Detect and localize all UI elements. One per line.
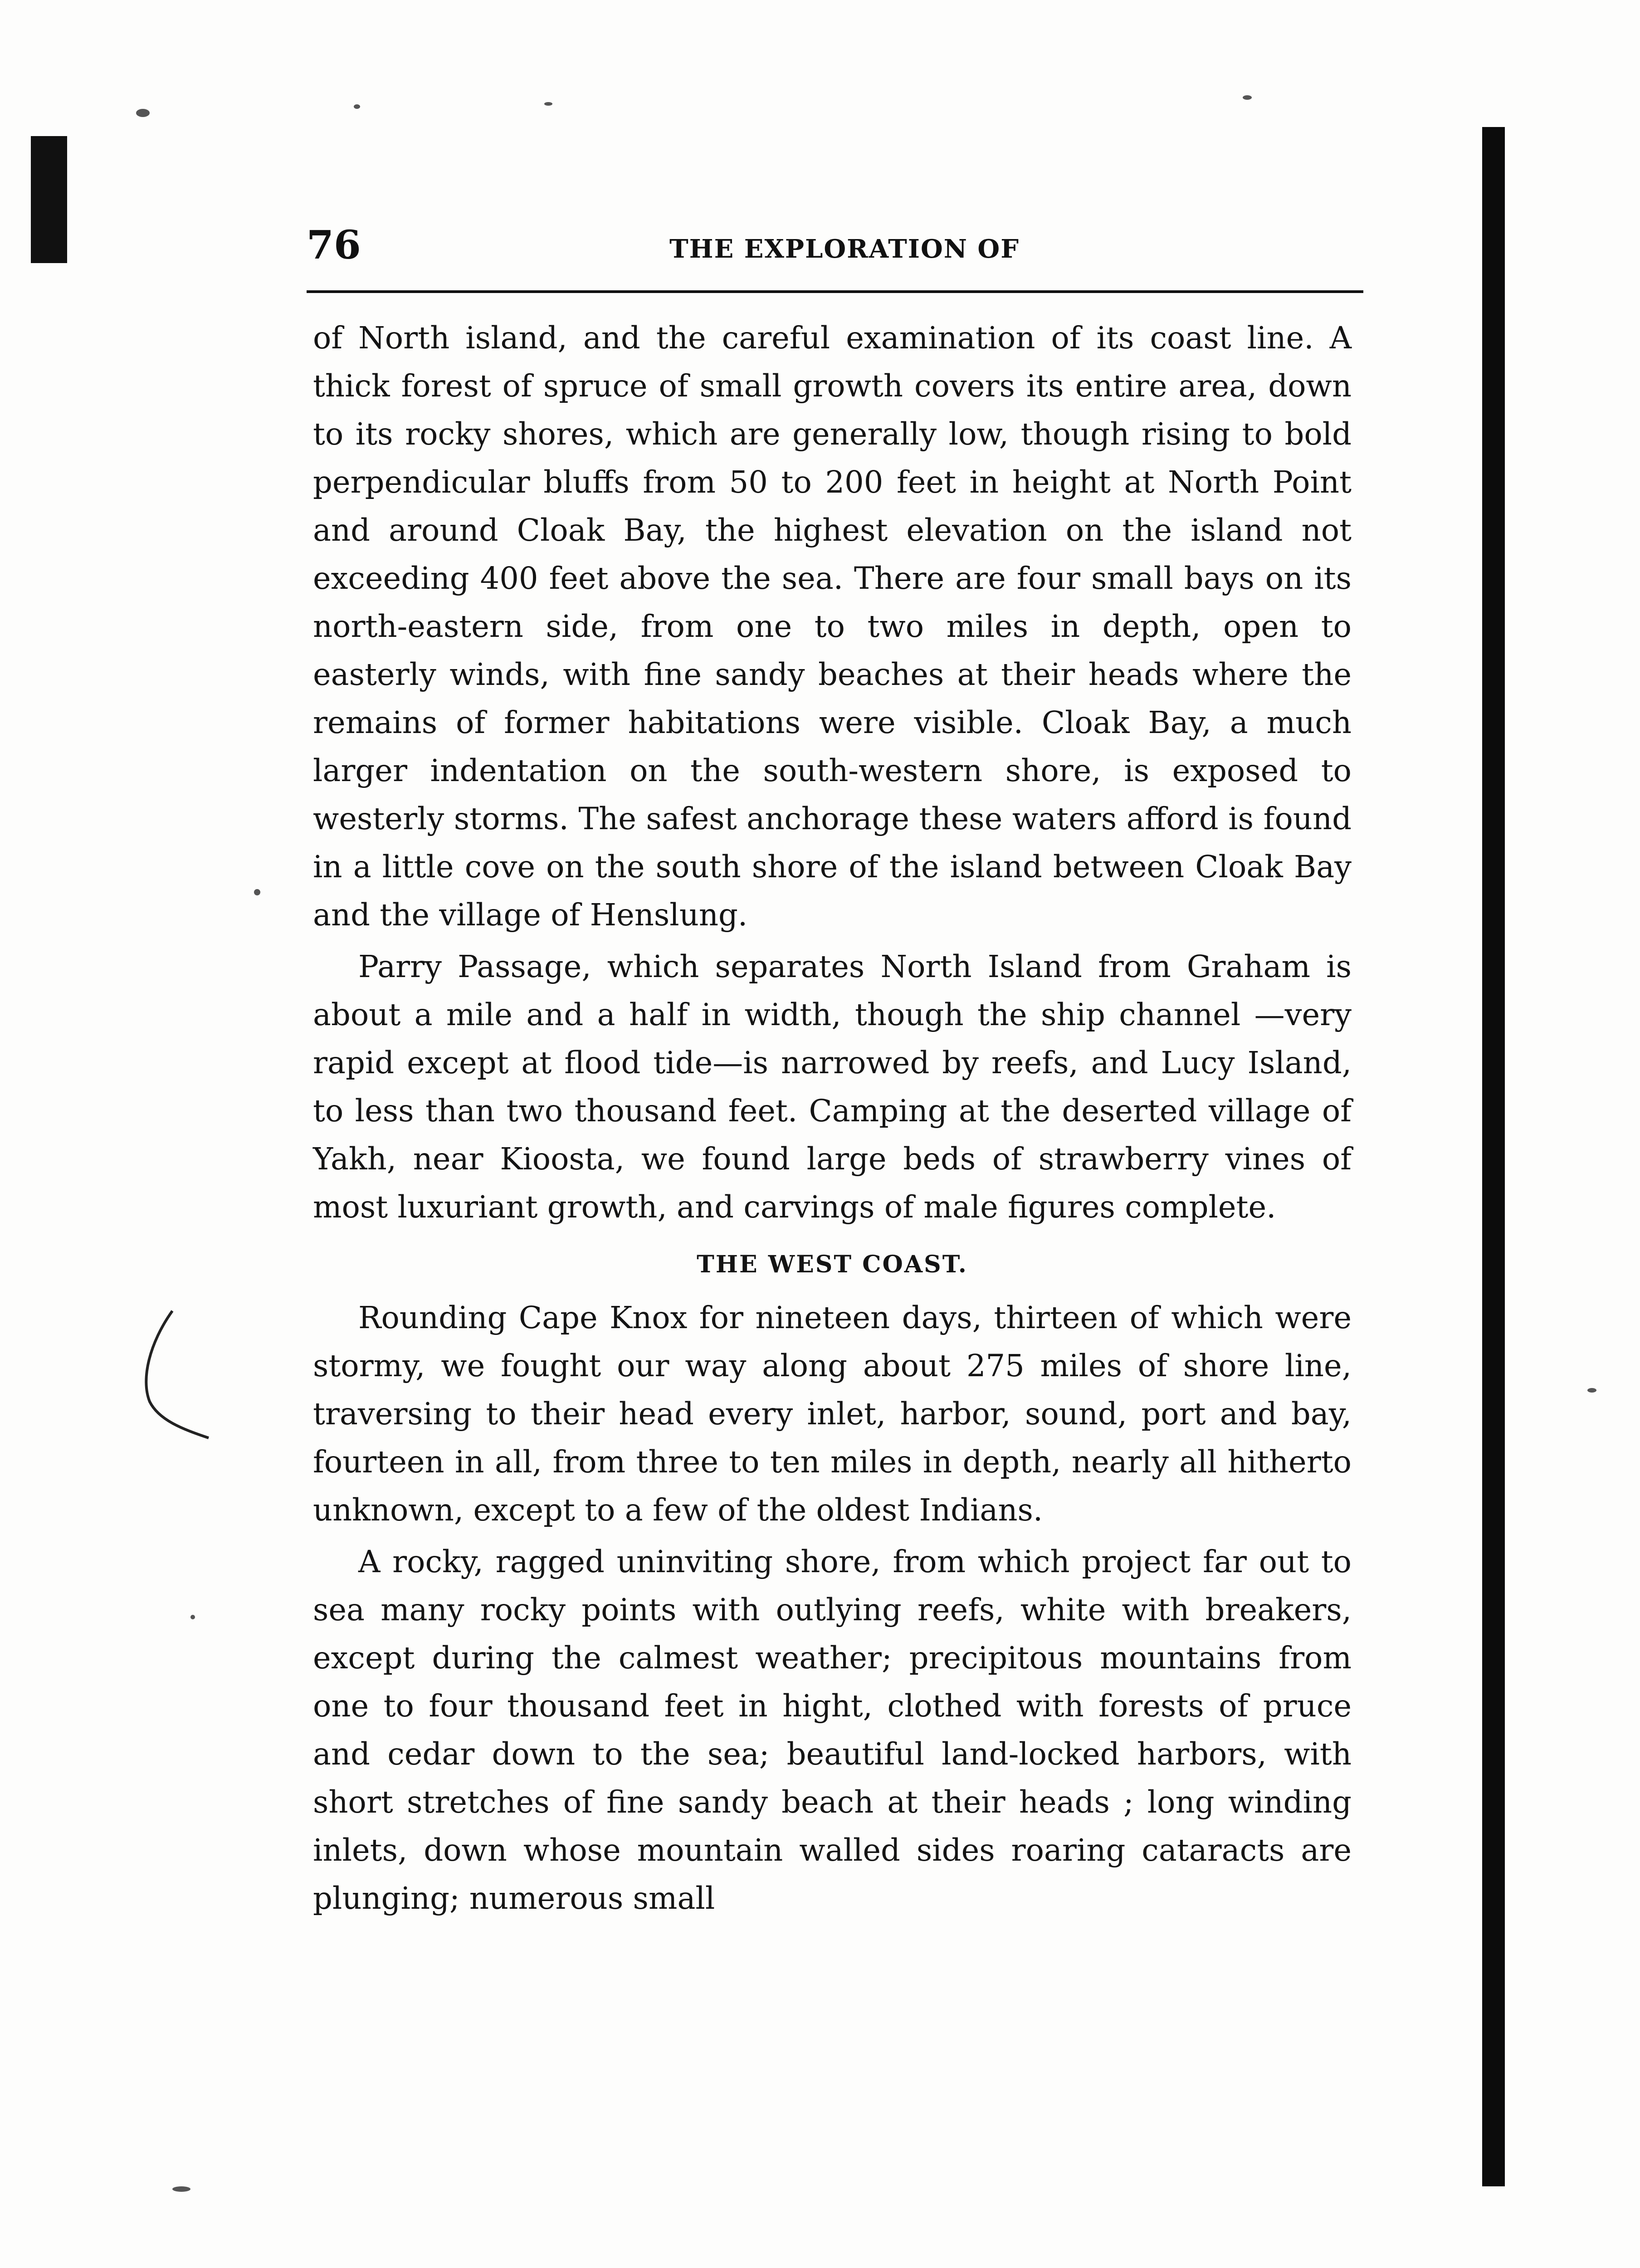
page-number: 76 — [307, 222, 361, 268]
paragraph: of North island, and the careful examination of its coast line. A thick forest of spruce of small growth covers its entire area, down to its rocky shores, which are generally low, though rising to bold perpendicular bluffs from 50 to 200 feet in height at North Point and around Cloak Bay, the highest elevation on the island not exceeding 400 feet above the sea. There are four small bays on its north-eastern side, from one to two miles in depth, open to easterly winds, with fine sandy beaches at their heads where the remains of former habitations were visible. Cloak Bay, a much larger indentation on the south-western shore, is exposed to westerly storms. The safest anchorage these waters afford is found in a little cove on the south shore of the island between Cloak Bay and the village of Henslung. — [313, 320, 1352, 933]
scan-speck — [1587, 1388, 1596, 1393]
paragraph: A rocky, ragged uninviting shore, from which project far out to sea many rocky points with outlying reefs, white with breakers, except during the calmest weather; precipitous mountains from one to four thousand feet in hight, clothed with forests of pruce and cedar down to the sea; beautiful land-locked harbors, with short stretches of fine sandy beach at their heads ; long winding inlets, down whose mountain walled sides roaring cataracts are plunging; numerous small — [313, 1544, 1352, 1916]
scan-speck — [354, 104, 360, 109]
body-text — [313, 314, 1352, 1922]
scan-speck — [254, 889, 260, 895]
scan-speck — [190, 1615, 195, 1619]
margin-pencil-mark — [132, 1306, 231, 1442]
header-rule — [307, 290, 1363, 293]
running-head: THE EXPLORATION OF — [669, 234, 1020, 264]
scan-edge-mark-left — [31, 136, 67, 263]
scan-speck — [136, 109, 150, 117]
scan-speck — [172, 2186, 190, 2192]
scan-edge-bar-right — [1482, 127, 1505, 2186]
scan-speck — [1243, 95, 1252, 100]
section-heading: THE WEST COAST. — [697, 1251, 968, 1278]
paragraph: Rounding Cape Knox for nineteen days, thirteen of which were stormy, we fought our way along about 275 miles of shore line, traversing to their head every inlet, harbor, sound, port and bay, fourteen in all, from three to ten miles in depth, nearly all hitherto unknown, except to a few of the oldest Indians. — [313, 1300, 1352, 1528]
scan-speck — [544, 102, 552, 106]
page-header — [307, 218, 1350, 281]
paragraph: Parry Passage, which separates North Island from Graham is about a mile and a half in width, though the ship channel —very rapid except at flood tide—is narrowed by reefs, and Lucy Island, to less than two thousand feet. Camping at the deserted village of Yakh, near Kioosta, we found large beds of strawberry vines of most luxuriant growth, and carvings of male figures complete. — [313, 949, 1352, 1225]
